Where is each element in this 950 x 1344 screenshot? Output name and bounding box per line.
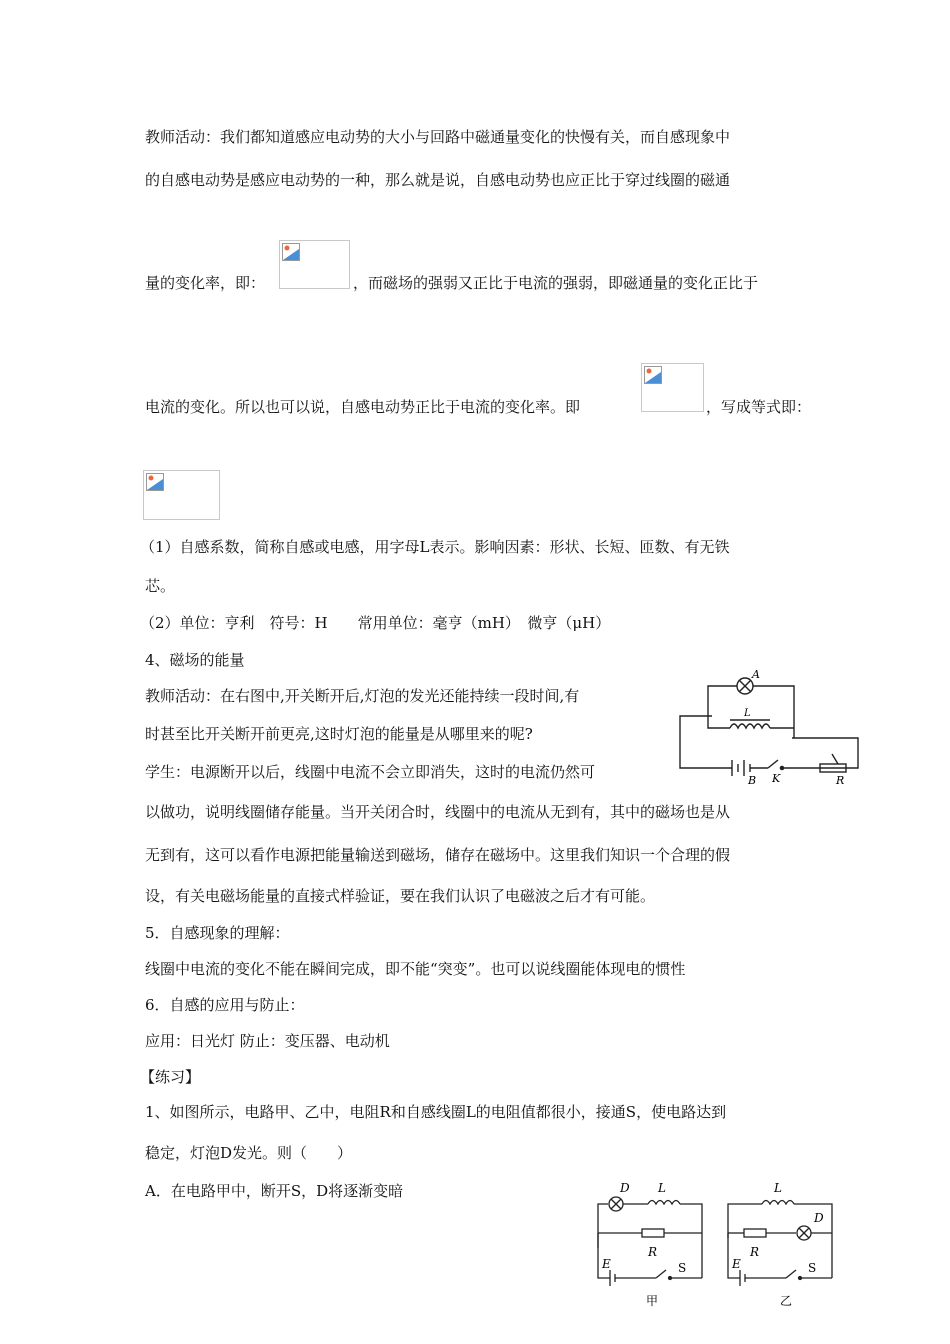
text-question-1-line-2: 稳定，灯泡D发光。则（ ） — [145, 1144, 353, 1162]
jia-label-lamp: D — [620, 1181, 630, 1195]
text-teacher-activity-2-line-2: 时甚至比开关断开前更亮,这时灯泡的能量是从哪里来的呢? — [145, 725, 533, 743]
jia-caption: 甲 — [646, 1294, 659, 1308]
figure1-label-battery: B — [748, 774, 757, 786]
text-teacher-activity-4b: ，写成等式即： — [706, 398, 812, 416]
jia-label-resistor: R — [648, 1245, 658, 1259]
circuit-figure-lamp-coil — [672, 668, 867, 786]
circuit-diagram — [672, 668, 867, 786]
text-teacher-activity-2-line-1: 教师活动：在右图中,开关断开后,灯泡的发光还能持续一段时间,有 — [145, 687, 580, 705]
jia-label-source: E — [602, 1257, 611, 1271]
yi-label-switch: S — [808, 1261, 817, 1275]
formula-image-placeholder-2 — [641, 363, 704, 412]
text-question-1-line-1: 1、如图所示，电路甲、乙中，电阻R和自感线圈L的电阻值都很小，接通S，使电路达到 — [145, 1103, 727, 1121]
text-item-1-line-2: 芯。 — [145, 577, 176, 595]
text-item-1-line-1: （1）自感系数，简称自感或电感，用字母L表示。影响因素：形状、长短、匝数、有无铁 — [140, 538, 730, 556]
text-question-1-option-a: A．在电路甲中，断开S，D将逐渐变暗 — [145, 1182, 404, 1200]
yi-label-resistor: R — [750, 1245, 760, 1259]
text-teacher-activity-2: 的自感电动势是感应电动势的一种，那么就是说，自感电动势也应正比于穿过线圈的磁通 — [145, 171, 731, 189]
text-teacher-activity-4a: 电流的变化。所以也可以说，自感电动势正比于电流的变化率。即 — [145, 398, 581, 416]
broken-image-icon — [644, 366, 662, 384]
heading-section-4: 4、磁场的能量 — [145, 651, 245, 669]
heading-section-5: 5．自感现象的理解： — [145, 924, 290, 942]
circuit-figure-jia — [592, 1178, 712, 1308]
circuit-diagram-yi — [722, 1178, 844, 1308]
formula-image-placeholder-1 — [279, 240, 350, 289]
text-section-5-body: 线圈中电流的变化不能在瞬间完成，即不能“突变”。也可以说线圈能体现电的惯性 — [145, 960, 686, 978]
formula-image-placeholder-3 — [143, 470, 220, 520]
broken-image-icon — [282, 243, 300, 261]
figure1-label-resistor: R — [836, 774, 845, 786]
heading-section-6: 6．自感的应用与防止： — [145, 996, 305, 1014]
heading-practice: 【练习】 — [140, 1068, 201, 1086]
text-teacher-activity-3b: ，而磁场的强弱又正比于电流的强弱，即磁通量的变化正比于 — [353, 274, 759, 292]
text-student-line-4: 设，有关电磁场能量的直接式样验证，要在我们认识了电磁波之后才有可能。 — [145, 887, 656, 905]
text-section-6-body: 应用：日光灯 防止：变压器、电动机 — [145, 1032, 390, 1050]
text-student-line-1: 学生：电源断开以后，线圈中电流不会立即消失，这时的电流仍然可 — [145, 763, 596, 781]
yi-caption: 乙 — [780, 1294, 793, 1308]
yi-label-source: E — [732, 1257, 741, 1271]
figure1-label-switch: K — [772, 772, 781, 785]
text-student-line-2: 以做功，说明线圈储存能量。当开关闭合时，线圈中的电流从无到有，其中的磁场也是从 — [145, 803, 731, 821]
text-teacher-activity-3a: 量的变化率，即： — [145, 274, 266, 292]
broken-image-icon — [146, 473, 164, 491]
jia-label-coil: L — [658, 1181, 666, 1195]
circuit-figure-yi — [722, 1178, 844, 1308]
yi-label-coil: L — [774, 1181, 782, 1195]
text-item-2: （2）单位：亨利 符号：H 常用单位：毫亨（mH） 微亨（μH） — [140, 614, 611, 632]
text-teacher-activity-1: 教师活动：我们都知道感应电动势的大小与回路中磁通量变化的快慢有关，而自感现象中 — [145, 128, 731, 146]
figure1-label-lamp: A — [752, 668, 760, 681]
jia-label-switch: S — [678, 1261, 687, 1275]
text-student-line-3: 无到有，这可以看作电源把能量输送到磁场，储存在磁场中。这里我们知识一个合理的假 — [145, 846, 731, 864]
figure1-label-coil: L — [744, 708, 751, 719]
circuit-diagram-jia — [592, 1178, 712, 1308]
yi-label-lamp: D — [814, 1211, 824, 1225]
